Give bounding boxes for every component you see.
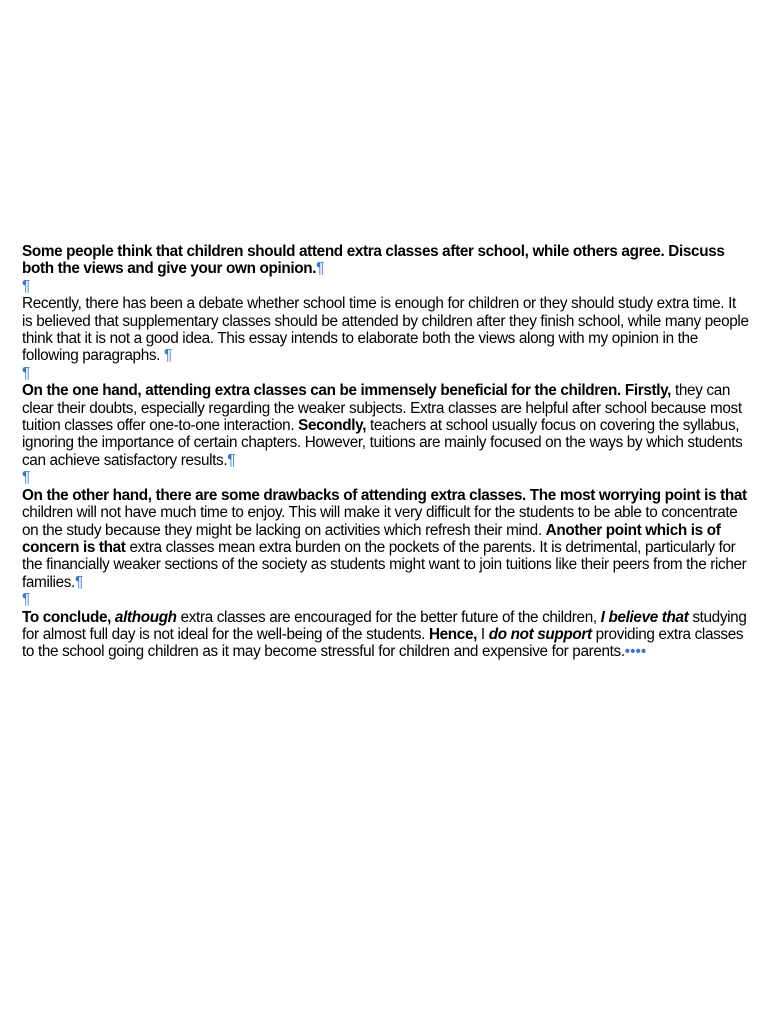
trailing-space-marks: ••••: [624, 643, 647, 661]
conclusion-hence: Hence,: [428, 625, 478, 643]
introduction-paragraph: [22, 295, 750, 365]
pilcrow-icon: ¶: [227, 451, 236, 469]
body2-another-point: Another point which is of concern is that: [22, 521, 721, 556]
empty-paragraph: [22, 591, 750, 608]
empty-paragraph: [22, 365, 750, 382]
body2-topic: On the other hand, there are some drawbacks of attending extra classes. The most worrying point is that: [22, 486, 747, 504]
prompt-text: Some people think that children should attend extra classes after school, while others agree. Discuss both the views and give your own opinion.: [22, 243, 725, 278]
body2-text-1: children will not have much time to enjoy. This will make it very difficult for the students to be able to concentrate on the study because they might be lacking on activities which refresh their mind.: [22, 504, 738, 539]
body1-text-2: teachers at school usually focus on covering the syllabus, ignoring the importance of certain chapters. However, tuitions are mainly focused on the ways by which students can achieve satisfactory results.: [22, 417, 743, 469]
conclusion-text-1: extra classes are encouraged for the better future of the children,: [176, 608, 601, 626]
essay-document[interactable]: [22, 243, 750, 661]
body2-text-2: extra classes mean extra burden on the pockets of the parents. It is detrimental, particularly for the financially weaker sections of the society as students might want to join tuitions like their peers from the richer families.: [22, 538, 747, 591]
body1-secondly: Secondly,: [298, 417, 367, 435]
conclusion-text-3: I: [477, 625, 489, 643]
body1-text-1: they can clear their doubts, especially regarding the weaker subjects. Extra classes are helpful after school because most tuition classes offer one-to-one interaction.: [22, 382, 742, 435]
conclusion-to-conclude: To conclude,: [22, 608, 115, 626]
pilcrow-icon: ¶: [163, 347, 172, 365]
conclusion-although: although: [114, 608, 177, 626]
conclusion-paragraph: [22, 609, 750, 661]
pilcrow-icon: ¶: [22, 469, 30, 487]
body1-firstly: Firstly,: [624, 382, 672, 400]
pilcrow-icon: ¶: [316, 260, 325, 278]
conclusion-text-4: providing extra classes to the school going children as it may become stressful for children and expensive for parents.: [22, 625, 744, 661]
body1-topic: On the one hand, attending extra classes can be immensely beneficial for the children.: [22, 382, 625, 400]
conclusion-text-2: studying for almost full day is not ideal for the well-being of the students.: [22, 608, 747, 643]
body-paragraph-2: [22, 487, 750, 591]
conclusion-do-not-support: do not support: [488, 625, 592, 643]
body-paragraph-1: [22, 382, 750, 469]
pilcrow-icon: ¶: [22, 364, 30, 382]
pilcrow-icon: ¶: [22, 591, 30, 609]
essay-prompt: [22, 243, 750, 278]
conclusion-i-believe: I believe that: [600, 608, 689, 626]
empty-paragraph: [22, 278, 750, 295]
pilcrow-icon: ¶: [74, 573, 83, 591]
empty-paragraph: [22, 469, 750, 486]
intro-text: Recently, there has been a debate whether school time is enough for children or they should study extra time. It is believed that supplementary classes should be attended by children after they finish school, while many people think that it is not a good idea. This essay intends to elaborate both the views along with my opinion in the following paragraphs.: [22, 295, 749, 365]
pilcrow-icon: ¶: [22, 277, 30, 295]
